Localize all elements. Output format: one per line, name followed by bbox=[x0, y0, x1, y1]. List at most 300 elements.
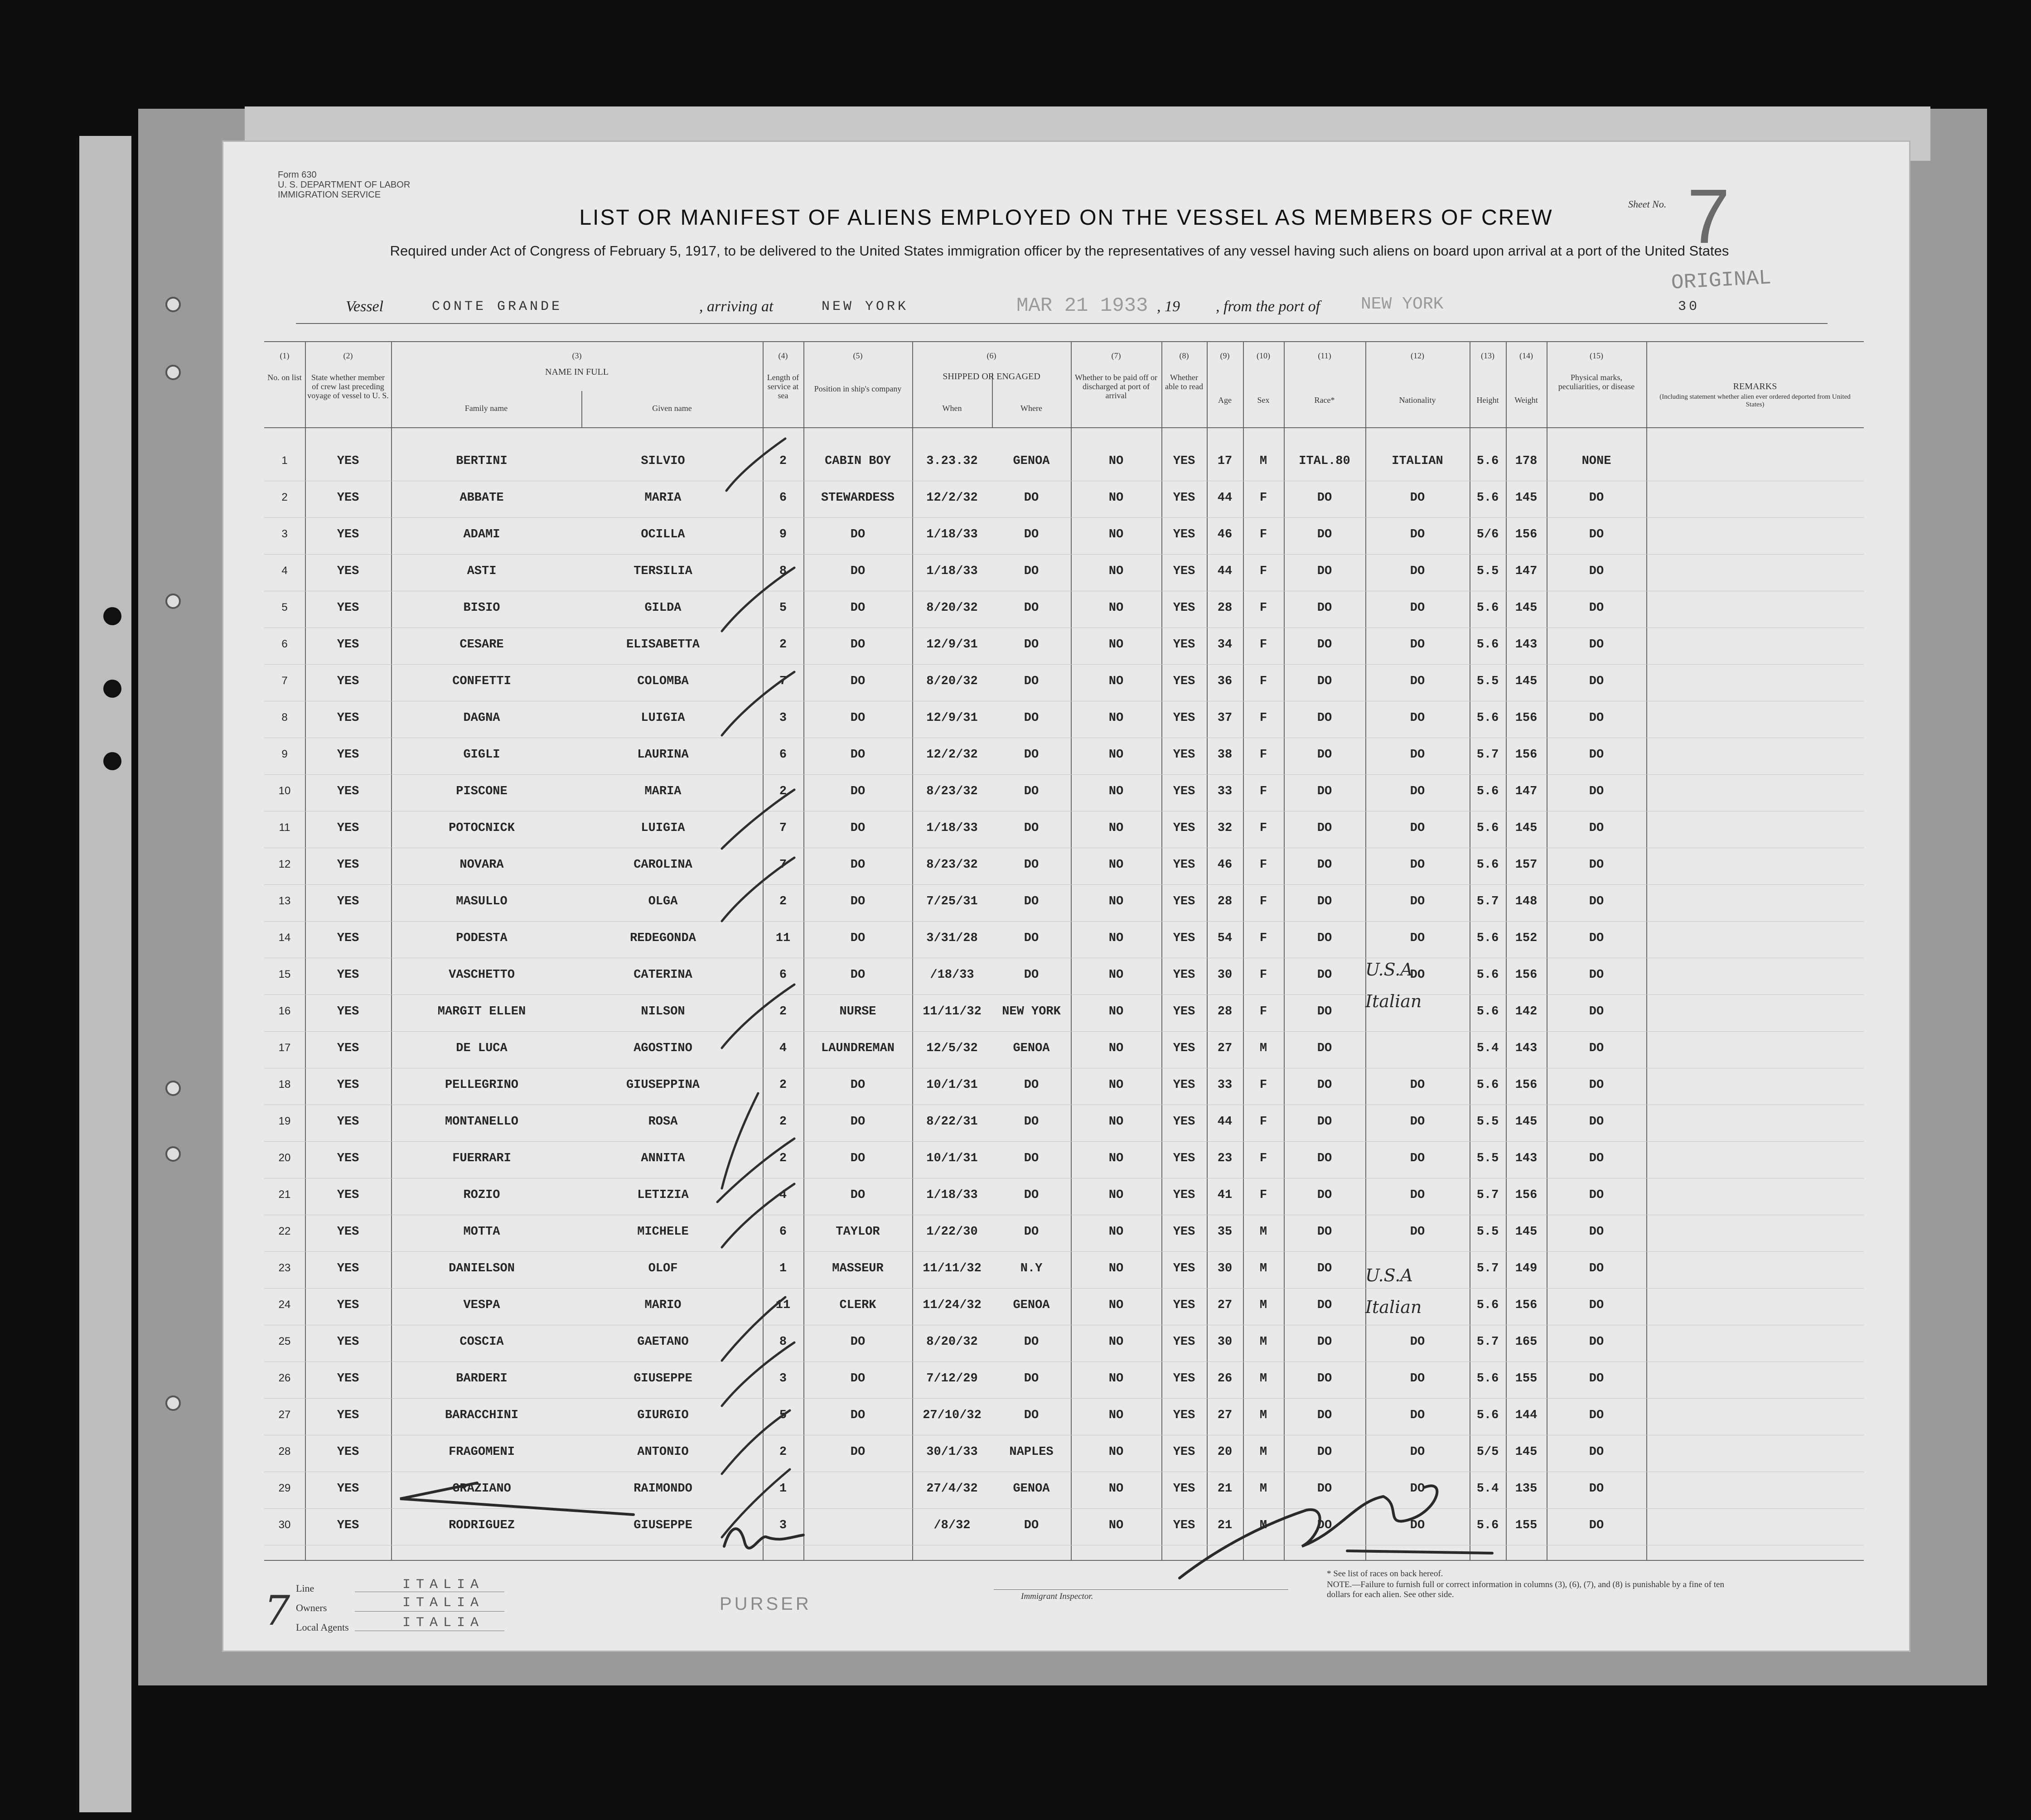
cell-position: DO bbox=[850, 1188, 866, 1202]
cell-no: 6 bbox=[281, 638, 288, 650]
cell-no: 2 bbox=[281, 491, 288, 503]
binder-ring bbox=[165, 365, 181, 380]
cell-height: 5.4 bbox=[1476, 1042, 1499, 1055]
cell-where: NEW YORK bbox=[1002, 1005, 1061, 1019]
cell-read: YES bbox=[1173, 1335, 1195, 1349]
year-label: , 19 bbox=[1157, 298, 1180, 315]
cell-read: YES bbox=[1173, 932, 1195, 945]
cell-weight: 145 bbox=[1515, 821, 1538, 835]
cell-read: YES bbox=[1173, 785, 1195, 798]
cell-weight: 143 bbox=[1515, 1042, 1538, 1055]
manifest-sheet bbox=[222, 140, 1910, 1652]
cell-weight: 143 bbox=[1515, 638, 1538, 652]
cell-nat: DO bbox=[1410, 528, 1425, 541]
form-number: Form 630 bbox=[278, 170, 317, 180]
cell-race: DO bbox=[1317, 821, 1332, 835]
cell-given: CAROLINA bbox=[633, 858, 692, 872]
row-rule bbox=[264, 1361, 1864, 1362]
cell-position: DO bbox=[850, 675, 866, 688]
table-row bbox=[264, 482, 1864, 514]
cell-paid: NO bbox=[1108, 1445, 1124, 1459]
cell-given: LAURINA bbox=[637, 748, 689, 762]
cell-where: DO bbox=[1024, 1409, 1039, 1422]
cell-race: DO bbox=[1317, 675, 1332, 688]
cell-weight: 156 bbox=[1515, 528, 1538, 541]
cell-sex: F bbox=[1259, 1078, 1267, 1092]
cell-race: DO bbox=[1317, 1188, 1332, 1202]
cell-position: DO bbox=[850, 1372, 866, 1386]
table-row bbox=[264, 1143, 1864, 1174]
cell-member: YES bbox=[337, 1188, 359, 1202]
from-port: NEW YORK bbox=[1361, 294, 1444, 314]
cell-nat: DO bbox=[1410, 1409, 1425, 1422]
cell-service: 3 bbox=[779, 1519, 787, 1532]
cell-no: 11 bbox=[279, 821, 290, 834]
cell-race: DO bbox=[1317, 1005, 1332, 1019]
cell-where: DO bbox=[1024, 565, 1039, 578]
cell-member: YES bbox=[337, 638, 359, 652]
cell-race: DO bbox=[1317, 1335, 1332, 1349]
cell-race: DO bbox=[1317, 1078, 1332, 1092]
cell-marks: DO bbox=[1589, 895, 1604, 908]
cell-where: DO bbox=[1024, 821, 1039, 835]
cell-marks: DO bbox=[1589, 1409, 1604, 1422]
cell-age: 41 bbox=[1217, 1188, 1233, 1202]
colnum-10: (10) bbox=[1257, 351, 1270, 360]
colnum-3: (3) bbox=[572, 351, 582, 360]
inspector-label: Immigrant Inspector. bbox=[1021, 1592, 1093, 1601]
cell-given: LUIGIA bbox=[641, 821, 685, 835]
cell-service: 5 bbox=[779, 601, 787, 615]
vessel-rule bbox=[296, 323, 1828, 324]
cell-age: 36 bbox=[1217, 675, 1233, 688]
cell-paid: NO bbox=[1108, 1005, 1124, 1019]
cell-race: DO bbox=[1317, 1372, 1332, 1386]
crew-count: 30 bbox=[1678, 299, 1700, 314]
table-row bbox=[264, 629, 1864, 661]
cell-given: AGOSTINO bbox=[633, 1042, 692, 1055]
cell-position: CLERK bbox=[839, 1299, 876, 1312]
cell-when: 7/12/29 bbox=[926, 1372, 978, 1386]
cell-no: 28 bbox=[278, 1445, 291, 1458]
binder-ring bbox=[165, 594, 181, 609]
cell-weight: 144 bbox=[1515, 1409, 1538, 1422]
cell-weight: 155 bbox=[1515, 1519, 1538, 1532]
cell-family: MASULLO bbox=[456, 895, 508, 908]
cell-given: COLOMBA bbox=[637, 675, 689, 688]
cell-member: YES bbox=[337, 1299, 359, 1312]
table-row bbox=[264, 959, 1864, 991]
cell-sex: M bbox=[1259, 1372, 1267, 1386]
cell-marks: DO bbox=[1589, 711, 1604, 725]
cell-weight: 145 bbox=[1515, 1115, 1538, 1129]
cell-age: 28 bbox=[1217, 895, 1233, 908]
cell-read: YES bbox=[1173, 601, 1195, 615]
cell-service: 7 bbox=[779, 858, 787, 872]
cell-family: CONFETTI bbox=[452, 675, 511, 688]
cell-sex: F bbox=[1259, 1115, 1267, 1129]
cell-no: 1 bbox=[281, 454, 288, 467]
cell-weight: 165 bbox=[1515, 1335, 1538, 1349]
cell-position: DO bbox=[850, 858, 866, 872]
cell-service: 11 bbox=[775, 932, 791, 945]
cell-service: 6 bbox=[779, 1225, 787, 1239]
col-given-header: Given name bbox=[652, 404, 692, 413]
table-row bbox=[264, 702, 1864, 734]
cell-read: YES bbox=[1173, 1005, 1195, 1019]
cell-paid: NO bbox=[1108, 638, 1124, 652]
col-age-header: Age bbox=[1218, 396, 1232, 405]
cell-when: 11/11/32 bbox=[923, 1262, 982, 1275]
cell-paid: NO bbox=[1108, 932, 1124, 945]
cell-race: DO bbox=[1317, 858, 1332, 872]
closing-stroke bbox=[400, 1483, 633, 1515]
cell-position: DO bbox=[850, 1152, 866, 1165]
cell-weight: 145 bbox=[1515, 1445, 1538, 1459]
cell-age: 30 bbox=[1217, 1335, 1233, 1349]
cell-when: 8/20/32 bbox=[926, 675, 978, 688]
cell-service: 4 bbox=[779, 1188, 787, 1202]
cell-age: 35 bbox=[1217, 1225, 1233, 1239]
binder-hole bbox=[103, 680, 121, 698]
cell-marks: DO bbox=[1589, 1519, 1604, 1532]
cell-family: COSCIA bbox=[459, 1335, 504, 1349]
cell-when: 12/2/32 bbox=[926, 748, 978, 762]
cell-height: 5.6 bbox=[1476, 785, 1499, 798]
table-row bbox=[264, 996, 1864, 1028]
cell-paid: NO bbox=[1108, 565, 1124, 578]
cell-marks: DO bbox=[1589, 1188, 1604, 1202]
binder-ring bbox=[165, 1146, 181, 1162]
cell-height: 5.5 bbox=[1476, 1152, 1499, 1165]
table-row bbox=[264, 1033, 1864, 1064]
cell-paid: NO bbox=[1108, 1115, 1124, 1129]
cell-position: DO bbox=[850, 1409, 866, 1422]
cell-where: DO bbox=[1024, 1225, 1039, 1239]
cell-when: 27/10/32 bbox=[923, 1409, 982, 1422]
cell-when: 1/18/33 bbox=[926, 565, 978, 578]
row-rule bbox=[264, 921, 1864, 922]
cell-read: YES bbox=[1173, 638, 1195, 652]
owners-value: ITALIA bbox=[402, 1595, 484, 1611]
cell-when: 8/22/31 bbox=[926, 1115, 978, 1129]
cell-age: 28 bbox=[1217, 1005, 1233, 1019]
cell-position: MASSEUR bbox=[832, 1262, 884, 1275]
cell-height: 5.7 bbox=[1476, 1188, 1499, 1202]
cell-age: 27 bbox=[1217, 1042, 1233, 1055]
binder-ring bbox=[165, 1081, 181, 1096]
cell-height: 5.6 bbox=[1476, 858, 1499, 872]
cell-paid: NO bbox=[1108, 1188, 1124, 1202]
cell-no: 23 bbox=[278, 1262, 291, 1274]
colnum-4: (4) bbox=[778, 351, 788, 360]
cell-no: 14 bbox=[278, 932, 291, 944]
cell-family: ABBATE bbox=[459, 491, 504, 505]
service-name: IMMIGRATION SERVICE bbox=[278, 190, 381, 200]
cell-member: YES bbox=[337, 1042, 359, 1055]
col-member-header: State whether member of crew last preceding voyage of vessel to U. S. bbox=[307, 373, 389, 400]
cell-weight: 135 bbox=[1515, 1482, 1538, 1496]
cell-position: DO bbox=[850, 785, 866, 798]
cell-weight: 178 bbox=[1515, 454, 1538, 468]
cell-given: GIUSEPPE bbox=[633, 1372, 692, 1386]
cell-position: TAYLOR bbox=[836, 1225, 880, 1239]
cell-height: 5.6 bbox=[1476, 932, 1499, 945]
cell-age: 46 bbox=[1217, 858, 1233, 872]
line-value: ITALIA bbox=[402, 1577, 484, 1593]
col-position-header: Position in ship's company bbox=[814, 384, 902, 393]
cell-no: 27 bbox=[278, 1409, 291, 1421]
binder-hole bbox=[103, 752, 121, 770]
cell-where: DO bbox=[1024, 1519, 1039, 1532]
cell-service: 1 bbox=[779, 1482, 787, 1496]
cell-read: YES bbox=[1173, 1482, 1195, 1496]
cell-weight: 145 bbox=[1515, 1225, 1538, 1239]
cell-when: 1/18/33 bbox=[926, 528, 978, 541]
cell-service: 6 bbox=[779, 968, 787, 982]
header-bottom-rule bbox=[264, 427, 1864, 428]
cell-race: DO bbox=[1317, 1225, 1332, 1239]
cell-height: 5/6 bbox=[1476, 528, 1499, 541]
cell-given: GIUSEPPE bbox=[633, 1519, 692, 1532]
cell-service: 2 bbox=[779, 1152, 787, 1165]
cell-nat: DO bbox=[1410, 932, 1425, 945]
cell-paid: NO bbox=[1108, 1519, 1124, 1532]
cell-nat: DO bbox=[1410, 1372, 1425, 1386]
col-no-header: No. on list bbox=[267, 373, 302, 382]
cell-family: POTOCNICK bbox=[449, 821, 515, 835]
cell-read: YES bbox=[1173, 1372, 1195, 1386]
cell-family: DE LUCA bbox=[456, 1042, 508, 1055]
cell-marks: DO bbox=[1589, 785, 1604, 798]
cell-where: DO bbox=[1024, 895, 1039, 908]
col-read-header: Whether able to read bbox=[1165, 373, 1203, 391]
cell-member: YES bbox=[337, 858, 359, 872]
col-shipped-group-header: SHIPPED OR ENGAGED bbox=[943, 372, 1040, 381]
cell-position: STEWARDESS bbox=[821, 491, 895, 505]
cell-read: YES bbox=[1173, 748, 1195, 762]
cell-when: 1/18/33 bbox=[926, 1188, 978, 1202]
table-row bbox=[264, 812, 1864, 844]
cell-marks: DO bbox=[1589, 1152, 1604, 1165]
cell-member: YES bbox=[337, 1335, 359, 1349]
cell-service: 3 bbox=[779, 711, 787, 725]
cell-sex: M bbox=[1259, 1409, 1267, 1422]
handwritten-nationality-17: Italian bbox=[1365, 991, 1422, 1011]
cell-nat: DO bbox=[1410, 675, 1425, 688]
cell-family: DAGNA bbox=[463, 711, 500, 725]
cell-no: 5 bbox=[281, 601, 288, 613]
cell-marks: DO bbox=[1589, 968, 1604, 982]
from-port-label: , from the port of bbox=[1216, 298, 1320, 315]
cell-weight: 156 bbox=[1515, 748, 1538, 762]
cell-paid: NO bbox=[1108, 895, 1124, 908]
cell-when: 12/5/32 bbox=[926, 1042, 978, 1055]
cell-marks: DO bbox=[1589, 565, 1604, 578]
cell-read: YES bbox=[1173, 1519, 1195, 1532]
cell-age: 32 bbox=[1217, 821, 1233, 835]
cell-read: YES bbox=[1173, 491, 1195, 505]
table-row bbox=[264, 1106, 1864, 1138]
cell-when: 8/20/32 bbox=[926, 1335, 978, 1349]
cell-marks: DO bbox=[1589, 1005, 1604, 1019]
col-name-group-header: NAME IN FULL bbox=[545, 367, 609, 377]
cell-weight: 149 bbox=[1515, 1262, 1538, 1275]
col-remarks-note: (Including statement whether alien ever ordered deported from United States) bbox=[1659, 393, 1851, 408]
cell-race: DO bbox=[1317, 1262, 1332, 1275]
cell-sex: F bbox=[1259, 565, 1267, 578]
cell-sex: F bbox=[1259, 932, 1267, 945]
cell-weight: 156 bbox=[1515, 968, 1538, 982]
cell-age: 21 bbox=[1217, 1519, 1233, 1532]
row-rule bbox=[264, 1141, 1864, 1142]
cell-when: 11/11/32 bbox=[923, 1005, 982, 1019]
cell-age: 46 bbox=[1217, 528, 1233, 541]
cell-read: YES bbox=[1173, 711, 1195, 725]
cell-read: YES bbox=[1173, 1225, 1195, 1239]
cell-marks: DO bbox=[1589, 1262, 1604, 1275]
cell-height: 5.6 bbox=[1476, 1519, 1499, 1532]
cell-age: 34 bbox=[1217, 638, 1233, 652]
cell-age: 54 bbox=[1217, 932, 1233, 945]
cell-paid: NO bbox=[1108, 1299, 1124, 1312]
cell-family: PELLEGRINO bbox=[445, 1078, 519, 1092]
cell-given: LUIGIA bbox=[641, 711, 685, 725]
cell-family: FRAGOMENI bbox=[449, 1445, 515, 1459]
cell-where: DO bbox=[1024, 638, 1039, 652]
cell-age: 20 bbox=[1217, 1445, 1233, 1459]
cell-race: DO bbox=[1317, 565, 1332, 578]
cell-nat: DO bbox=[1410, 1152, 1425, 1165]
cell-paid: NO bbox=[1108, 1225, 1124, 1239]
cell-marks: DO bbox=[1589, 528, 1604, 541]
cell-sex: M bbox=[1259, 1335, 1267, 1349]
cell-read: YES bbox=[1173, 1188, 1195, 1202]
cell-family: DANIELSON bbox=[449, 1262, 515, 1275]
cell-marks: DO bbox=[1589, 748, 1604, 762]
cell-service: 2 bbox=[779, 1078, 787, 1092]
colnum-11: (11) bbox=[1318, 351, 1331, 360]
cell-when: /18/33 bbox=[930, 968, 974, 982]
cell-family: PISCONE bbox=[456, 785, 508, 798]
cell-nat: DO bbox=[1410, 1445, 1425, 1459]
cell-when: 12/9/31 bbox=[926, 711, 978, 725]
cell-family: ADAMI bbox=[463, 528, 500, 541]
cell-read: YES bbox=[1173, 1152, 1195, 1165]
cell-service: 2 bbox=[779, 1115, 787, 1129]
cell-no: 24 bbox=[278, 1299, 291, 1311]
cell-member: YES bbox=[337, 711, 359, 725]
cell-position: DO bbox=[850, 711, 866, 725]
cell-race: DO bbox=[1317, 1409, 1332, 1422]
cell-marks: DO bbox=[1589, 858, 1604, 872]
cell-race: DO bbox=[1317, 1482, 1332, 1496]
cell-when: 3/31/28 bbox=[926, 932, 978, 945]
binder-hole bbox=[103, 607, 121, 625]
cell-position: DO bbox=[850, 638, 866, 652]
cell-given: ANTONIO bbox=[637, 1445, 689, 1459]
cell-marks: DO bbox=[1589, 1299, 1604, 1312]
cell-nat: DO bbox=[1410, 858, 1425, 872]
cell-sex: F bbox=[1259, 1152, 1267, 1165]
cell-sex: M bbox=[1259, 1299, 1267, 1312]
cell-height: 5.6 bbox=[1476, 1409, 1499, 1422]
cell-sex: F bbox=[1259, 675, 1267, 688]
cell-given: ROSA bbox=[648, 1115, 678, 1129]
cell-service: 2 bbox=[779, 454, 787, 468]
cell-when: 8/23/32 bbox=[926, 785, 978, 798]
cell-sex: F bbox=[1259, 1188, 1267, 1202]
department-name: U. S. DEPARTMENT OF LABOR bbox=[278, 180, 411, 190]
cell-family: BARACCHINI bbox=[445, 1409, 519, 1422]
cell-race: DO bbox=[1317, 1445, 1332, 1459]
cell-member: YES bbox=[337, 1078, 359, 1092]
cell-nat: DO bbox=[1410, 601, 1425, 615]
col-family-header: Family name bbox=[464, 404, 508, 413]
cell-given: RAIMONDO bbox=[633, 1482, 692, 1496]
cell-sex: F bbox=[1259, 601, 1267, 615]
cell-sex: F bbox=[1259, 895, 1267, 908]
cell-weight: 156 bbox=[1515, 1188, 1538, 1202]
cell-marks: DO bbox=[1589, 1115, 1604, 1129]
sheet-number-label: Sheet No. bbox=[1628, 198, 1667, 210]
cell-read: YES bbox=[1173, 1445, 1195, 1459]
cell-paid: NO bbox=[1108, 1042, 1124, 1055]
cell-sex: F bbox=[1259, 858, 1267, 872]
cell-weight: 143 bbox=[1515, 1152, 1538, 1165]
cell-race: DO bbox=[1317, 1299, 1332, 1312]
cell-sex: M bbox=[1259, 454, 1267, 468]
cell-when: 12/2/32 bbox=[926, 491, 978, 505]
cell-paid: NO bbox=[1108, 528, 1124, 541]
cell-marks: DO bbox=[1589, 491, 1604, 505]
cell-paid: NO bbox=[1108, 968, 1124, 982]
cell-position: DO bbox=[850, 748, 866, 762]
cell-position: LAUNDREMAN bbox=[821, 1042, 895, 1055]
form-header bbox=[278, 170, 410, 200]
sheet-number: 7 bbox=[1687, 174, 1730, 260]
cell-height: 5.6 bbox=[1476, 601, 1499, 615]
cell-race: DO bbox=[1317, 1519, 1332, 1532]
row-rule bbox=[264, 1031, 1864, 1032]
cell-race: DO bbox=[1317, 1115, 1332, 1129]
cell-position: DO bbox=[850, 821, 866, 835]
table-row bbox=[264, 1363, 1864, 1395]
cell-nat: DO bbox=[1410, 1335, 1425, 1349]
agents-value: ITALIA bbox=[402, 1615, 484, 1631]
cell-service: 6 bbox=[779, 748, 787, 762]
table-row bbox=[264, 1326, 1864, 1358]
cell-no: 7 bbox=[281, 675, 288, 687]
cell-nat: DO bbox=[1410, 895, 1425, 908]
col-when-header: When bbox=[942, 404, 962, 413]
cell-no: 21 bbox=[278, 1188, 291, 1201]
cell-given: GIURGIO bbox=[637, 1409, 689, 1422]
cell-member: YES bbox=[337, 528, 359, 541]
cell-member: YES bbox=[337, 1445, 359, 1459]
cell-given: GIUSEPPINA bbox=[626, 1078, 700, 1092]
cell-nat: DO bbox=[1410, 821, 1425, 835]
cell-member: YES bbox=[337, 675, 359, 688]
cell-family: MONTANELLO bbox=[445, 1115, 519, 1129]
cell-paid: NO bbox=[1108, 821, 1124, 835]
cell-position: DO bbox=[850, 1445, 866, 1459]
cell-race: DO bbox=[1317, 1042, 1332, 1055]
cell-family: GRAZIANO bbox=[452, 1482, 511, 1496]
table-row bbox=[264, 1069, 1864, 1101]
cell-marks: DO bbox=[1589, 1445, 1604, 1459]
cell-weight: 148 bbox=[1515, 895, 1538, 908]
